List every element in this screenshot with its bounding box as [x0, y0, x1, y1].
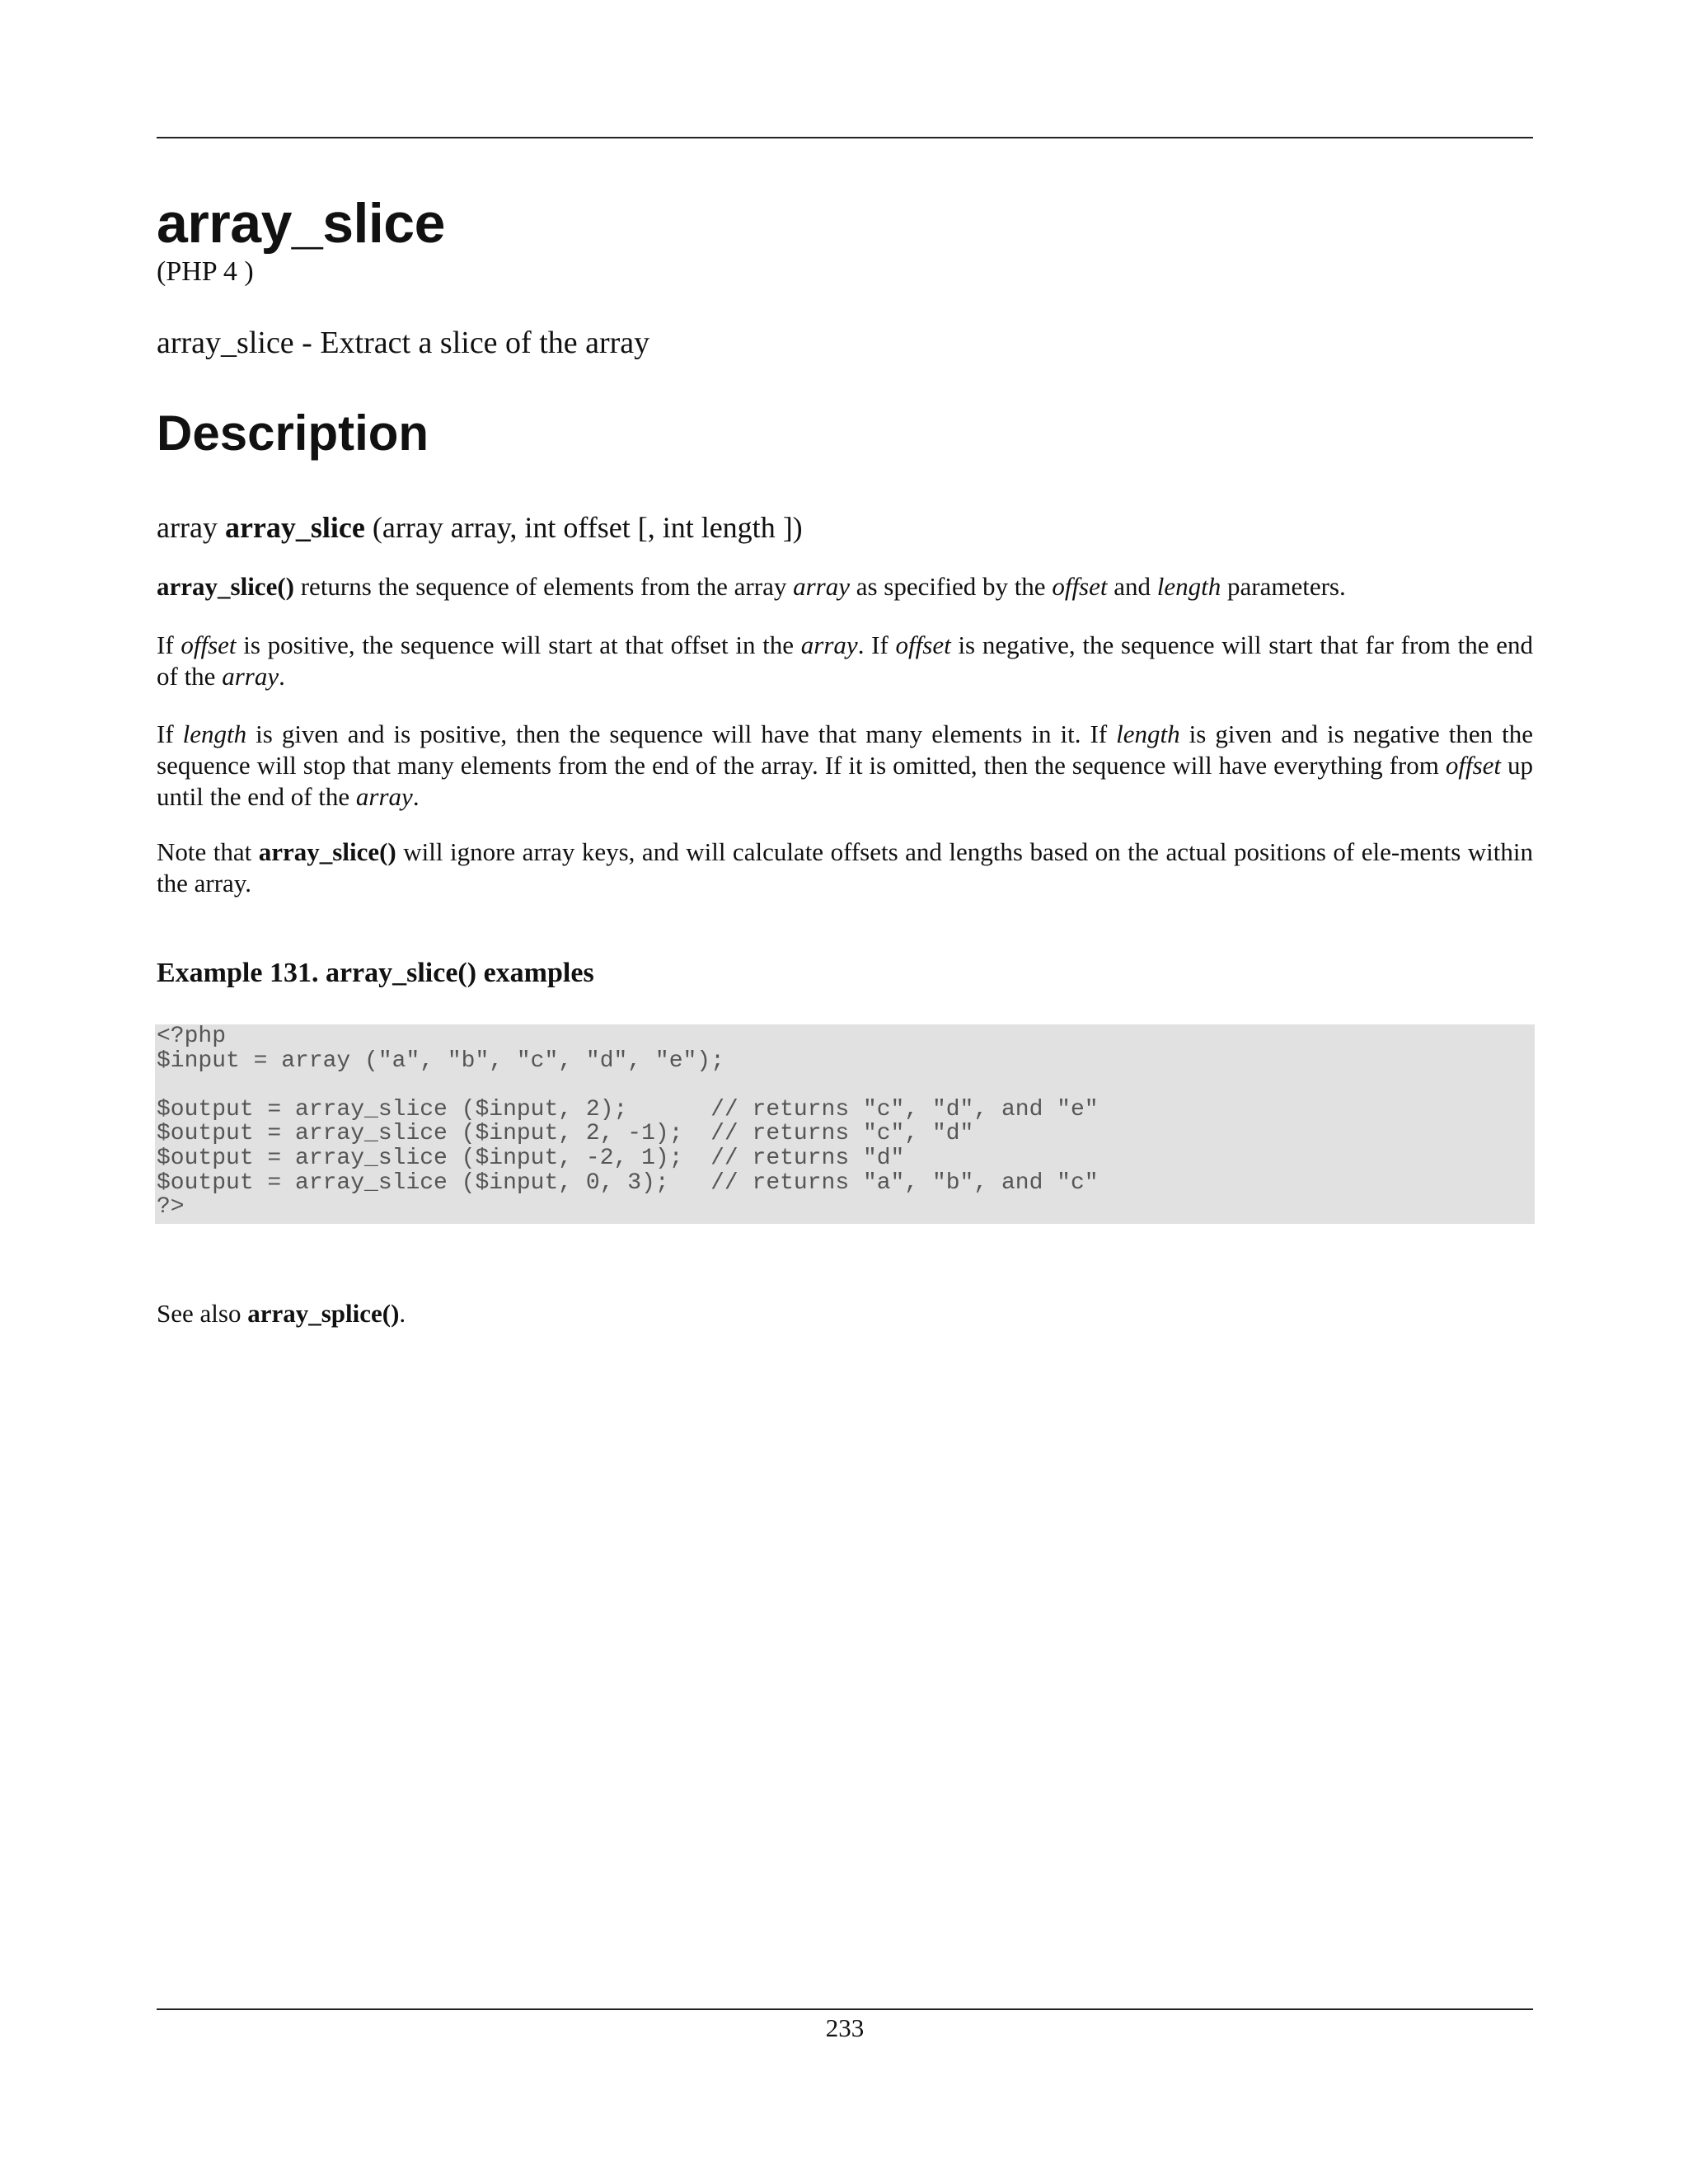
- param-ref: array: [355, 782, 413, 811]
- description-paragraph-3: [157, 719, 1533, 813]
- function-title: array_slice: [157, 192, 445, 255]
- param-ref: length: [182, 719, 247, 748]
- code-example: [155, 1024, 1535, 1224]
- synopsis-params: (array array, int offset [, int length ]): [364, 511, 803, 544]
- function-purpose: array_slice - Extract a slice of the array: [157, 326, 650, 360]
- param-ref: array: [793, 572, 850, 601]
- text-run: is given and is negative then the sequence will stop that many elements from the end of the array. If it is omitted, then the sequence will have everything from: [157, 719, 1534, 780]
- text-run: is positive, the sequence will start at that offset in the: [236, 630, 801, 659]
- code-blank-line: [157, 1073, 1535, 1098]
- param-ref: offset: [1445, 751, 1502, 780]
- function-synopsis: [157, 509, 803, 546]
- function-ref: array_slice(): [157, 572, 294, 601]
- example-title: Example 131. array_slice() examples: [157, 958, 594, 988]
- code-line: ?>: [157, 1194, 185, 1221]
- see-also: [157, 1298, 406, 1329]
- code-line: $output = array_slice ($input, -2, 1); // returns "d": [157, 1145, 905, 1171]
- param-ref: offset: [181, 630, 237, 659]
- param-ref: offset: [895, 630, 951, 659]
- text-run: .: [412, 782, 420, 811]
- text-run: is given and is positive, then the sequence will have that many elements in it. If: [246, 719, 1117, 748]
- synopsis-return-type: array: [157, 511, 225, 544]
- param-ref: array: [800, 630, 858, 659]
- description-paragraph-4: [157, 837, 1533, 899]
- see-also-link[interactable]: array_splice(): [247, 1299, 400, 1328]
- code-line: $output = array_slice ($input, 2); // returns "c", "d", and "e": [157, 1096, 1099, 1122]
- code-line: <?php: [157, 1024, 227, 1049]
- document-page: [157, 0, 1533, 2184]
- php-version: (PHP 4 ): [157, 256, 254, 287]
- text-run: up until the end of the: [157, 751, 1533, 811]
- text-run: will ignore array keys, and will calculate offsets and lengths based on the actual positions of ele-ments within the array.: [157, 837, 1533, 898]
- param-ref: offset: [1052, 572, 1108, 601]
- text-run: parameters.: [1221, 572, 1346, 601]
- synopsis-function-name: array_slice: [224, 511, 365, 544]
- description-paragraph-1: [157, 571, 1533, 602]
- text-run: as specified by the: [849, 572, 1053, 601]
- text-run: and: [1107, 572, 1157, 601]
- text-run: is negative, the sequence will start that far from the end of the: [157, 630, 1533, 691]
- text-run: returns the sequence of elements from the array: [293, 572, 794, 601]
- text-run: If: [157, 719, 183, 748]
- text-run: . If: [857, 630, 896, 659]
- code-line: $output = array_slice ($input, 0, 3); // returns "a", "b", and "c": [157, 1169, 1099, 1196]
- description-paragraph-2: [157, 630, 1533, 692]
- text-run: If: [157, 630, 181, 659]
- code-line: $output = array_slice ($input, 2, -1); // returns "c", "d": [157, 1121, 974, 1147]
- header-rule: [157, 137, 1533, 138]
- see-also-suffix: .: [399, 1299, 406, 1328]
- param-ref: length: [1156, 572, 1221, 601]
- param-ref: length: [1116, 719, 1180, 748]
- param-ref: array: [222, 662, 279, 691]
- description-heading: Description: [157, 405, 429, 461]
- text-run: Note that: [157, 837, 259, 866]
- code-line: $input = array ("a", "b", "c", "d", "e");: [157, 1047, 724, 1074]
- text-run: .: [279, 662, 285, 691]
- footer-rule: [157, 2008, 1533, 2010]
- see-also-prefix: See also: [157, 1299, 248, 1328]
- function-ref: array_slice(): [258, 837, 396, 866]
- page-number: 233: [825, 2013, 865, 2042]
